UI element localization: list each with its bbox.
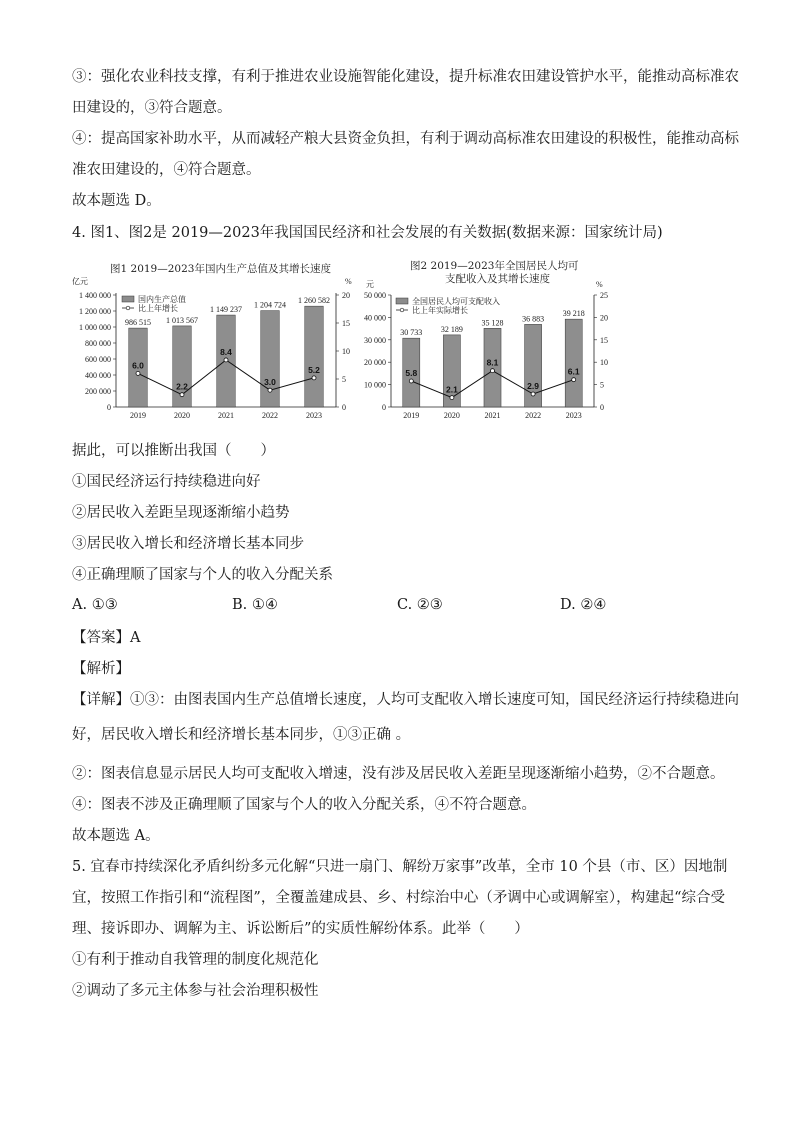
c2-bar-value-label: 32 189 [440, 324, 463, 334]
c2-x-tick-label: 2023 [565, 411, 582, 420]
c1-y2-tick-label: 20 [342, 291, 350, 300]
c2-growth-label: 2.9 [527, 381, 540, 392]
chart-2-legend-line-label: 比上年实际增长 [412, 306, 468, 315]
chart-1-legend-bar-swatch [122, 296, 134, 302]
option-c: C. ②③ [397, 597, 443, 613]
c1-growth-label: 5.2 [308, 364, 320, 375]
statement-4: ④正确理顺了国家与个人的收入分配关系 [72, 567, 333, 583]
question-4-prompt: 据此，可以推断出我国（ ） [72, 443, 275, 459]
paragraph-line: ③：强化农业科技支撑，有利于推进农业设施智能化建设，提升标准农田建设管护水平，能推动高标准农 [72, 69, 739, 85]
c1-bar-value-label: 986 515 [125, 318, 151, 328]
paragraph-line: ④：提高国家补助水平，从而减轻产粮大县资金负担，有利于调动高标准农田建设的积极性，能推动高标 [72, 131, 739, 147]
c1-y-tick-label: 600 000 [85, 355, 111, 364]
c1-growth-point [312, 376, 316, 380]
chart-2 [364, 259, 608, 420]
c2-x-tick-label: 2020 [443, 411, 460, 420]
c1-bar [305, 306, 323, 407]
c2-bar-value-label: 39 218 [562, 309, 585, 319]
c1-bar-value-label: 1 204 724 [254, 300, 286, 310]
option-d: D. ②④ [560, 597, 607, 613]
c2-y2-tick-label: 10 [600, 358, 608, 368]
answer-tag: 【答案】 [72, 630, 130, 646]
c2-bar-value-label: 36 883 [522, 314, 545, 324]
chart-2-right-unit: % [596, 280, 603, 289]
chart-1-legend-line-label: 比上年增长 [138, 304, 178, 313]
q5-statement-1: ①有利于推动自我管理的制度化规范化 [72, 952, 319, 968]
c2-growth-point [450, 396, 454, 400]
question-4-stem: 4. 图1、图2是 2019—2023年我国国民经济和社会发展的有关数据(数据来源：国家统计局) [72, 225, 663, 241]
paragraph-line: ②：图表信息显示居民人均可支配收入增速，没有涉及居民收入差距呈现逐渐缩小趋势，②不合题意。 [72, 766, 725, 782]
chart-1-legend-bar-label: 国内生产总值 [138, 295, 186, 304]
c1-x-tick-label: 2021 [218, 411, 234, 420]
chart-1 [72, 262, 352, 420]
chart-2-legend-bar-swatch [396, 298, 408, 304]
statement-1: ①国民经济运行持续稳进向好 [72, 474, 261, 490]
c1-growth-label: 2.2 [176, 381, 188, 392]
paragraph-line: ④：图表不涉及正确理顺了国家与个人的收入分配关系，④不符合题意。 [72, 797, 536, 813]
c2-x-tick-label: 2021 [484, 411, 501, 420]
detail-line [72, 690, 739, 710]
c2-x-tick-label: 2019 [403, 411, 420, 420]
chart-1-legend-line-marker [126, 306, 130, 310]
option-b: B. ①④ [232, 597, 278, 613]
analysis-tag: 【解析】 [72, 661, 130, 677]
answer-line [72, 628, 140, 648]
c2-bar [565, 319, 582, 407]
statement-2: ②居民收入差距呈现逐渐缩小趋势 [72, 505, 290, 521]
chart-2-title-line1: 图2 2019—2023年全国居民人均可 [410, 260, 579, 272]
chart-1-right-unit: % [345, 277, 352, 286]
chart-2-legend-bar-label: 全国居民人均可支配收入 [412, 297, 500, 306]
c1-growth-label: 6.0 [132, 360, 144, 371]
c1-growth-label: 8.4 [220, 346, 232, 357]
paragraph-line: 好，居民收入增长和经济增长基本同步，①③正确 。 [72, 727, 411, 743]
c1-growth-point [268, 388, 272, 392]
c2-y-tick-label: 20 000 [364, 358, 386, 368]
q5-statement-2: ②调动了多元主体参与社会治理积极性 [72, 983, 319, 999]
c1-x-tick-label: 2022 [262, 411, 278, 420]
charts-figure [70, 255, 730, 430]
paragraph-line: 故本题选 D。 [72, 193, 161, 209]
c1-x-tick-label: 2023 [306, 411, 322, 420]
chart-2-legend-line-marker [400, 308, 404, 312]
c2-growth-point [409, 379, 413, 383]
c1-y-tick-label: 0 [107, 403, 111, 412]
c2-y-tick-label: 10 000 [364, 380, 386, 390]
paragraph-line: 故本题选 A。 [72, 828, 160, 844]
c2-y2-tick-label: 5 [600, 380, 604, 390]
c2-y2-tick-label: 15 [600, 335, 608, 345]
c2-growth-point [572, 378, 576, 382]
c2-growth-label: 2.1 [445, 384, 458, 395]
c1-y-tick-label: 400 000 [85, 371, 111, 380]
option-a: A. ①③ [72, 597, 118, 613]
answer-value: A [130, 630, 141, 646]
c1-bar-value-label: 1 149 237 [210, 305, 242, 315]
c2-y-tick-label: 50 000 [364, 291, 386, 300]
c2-y2-tick-label: 0 [600, 403, 604, 412]
c2-growth-point [531, 392, 535, 396]
c1-y2-tick-label: 10 [342, 347, 350, 356]
c2-bar-value-label: 35 128 [481, 318, 504, 328]
c1-growth-point [224, 358, 228, 362]
statement-3: ③居民收入增长和经济增长基本同步 [72, 536, 304, 552]
question-5-line: 理、接诉即办、调解为主、诉讼断后”的实质性解纷体系。此举（ ） [72, 921, 529, 937]
c1-growth-point [180, 393, 184, 397]
c1-y-tick-label: 200 000 [85, 387, 111, 396]
detail-tag: 【详解】 [72, 692, 130, 708]
c1-y2-tick-label: 15 [342, 319, 350, 328]
c1-x-tick-label: 2020 [174, 411, 190, 420]
c2-bar-value-label: 30 733 [400, 328, 423, 338]
c2-y-tick-label: 40 000 [364, 313, 386, 323]
chart-1-left-unit: 亿元 [72, 277, 88, 286]
c1-y-tick-label: 1 400 000 [79, 291, 111, 300]
c1-y-tick-label: 1 000 000 [79, 323, 111, 332]
c1-x-tick-label: 2019 [130, 411, 146, 420]
c2-y2-tick-label: 20 [600, 313, 608, 323]
c2-growth-label: 5.8 [405, 368, 418, 379]
c1-bar-value-label: 1 260 582 [298, 296, 330, 306]
c1-growth-point [136, 371, 140, 375]
chart-2-left-unit: 元 [366, 280, 374, 289]
chart-2-title-line2: 支配收入及其增长速度 [445, 273, 550, 285]
c1-y2-tick-label: 0 [342, 403, 346, 412]
paragraph-line: 田建设的，③符合题意。 [72, 100, 232, 116]
c1-bar-value-label: 1 013 567 [166, 315, 198, 325]
paragraph-line: 准农田建设的，④符合题意。 [72, 162, 261, 178]
chart-1-title: 图1 2019—2023年国内生产总值及其增长速度 [110, 263, 331, 275]
question-5-line: 宜，按照工作指引和“流程图”，全覆盖建成县、乡、村综治中心（矛调中心或调解室），构建起“综合受 [72, 890, 725, 906]
answer-options [72, 597, 732, 617]
c1-y2-tick-label: 5 [342, 375, 346, 384]
c2-growth-label: 6.1 [567, 366, 580, 377]
c2-x-tick-label: 2022 [525, 411, 542, 420]
detail-text: ①③：由图表国内生产总值增长速度，人均可支配收入增长速度可知，国民经济运行持续稳进向 [130, 692, 739, 708]
c2-y-tick-label: 0 [382, 403, 386, 412]
question-5-line: 5. 宜春市持续深化矛盾纠纷多元化解“只进一扇门、解纷万家事”改革，全市 10 个县（市、区）因地制 [72, 859, 728, 875]
c1-y-tick-label: 800 000 [85, 339, 111, 348]
c1-y-tick-label: 1 200 000 [79, 307, 111, 316]
c2-y-tick-label: 30 000 [364, 335, 386, 345]
c2-growth-point [491, 369, 495, 373]
c2-growth-label: 8.1 [486, 357, 499, 368]
c1-growth-label: 3.0 [264, 377, 276, 388]
c2-y2-tick-label: 25 [600, 291, 608, 300]
